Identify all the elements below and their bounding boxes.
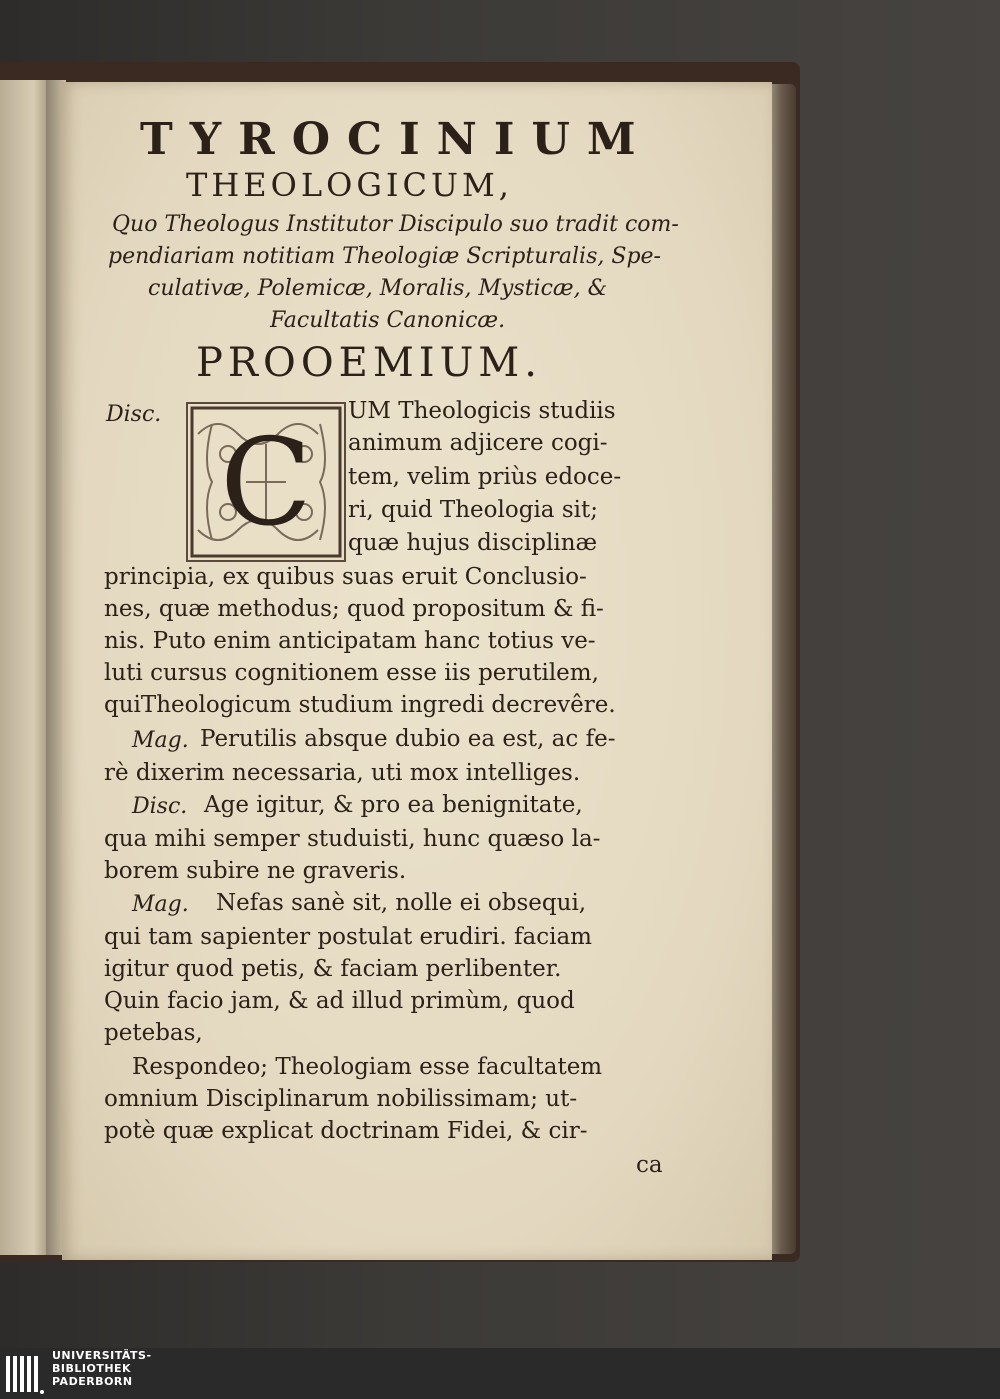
dropcap-line-5: quæ hujus disciplinæ — [348, 530, 598, 556]
subtitle-line-3: culativæ, Polemicæ, Moralis, Mysticæ, & — [148, 276, 608, 301]
dropcap-line-4: ri, quid Theologia sit; — [348, 497, 598, 523]
logo-line-1: UNIVERSITÄTS- — [52, 1349, 152, 1362]
subtitle-line-1: Quo Theologus Institutor Discipulo suo tradit com- — [112, 212, 679, 237]
speaker-mag-1: Mag. — [132, 728, 189, 753]
decorated-initial — [186, 402, 346, 562]
body-line-2: nes, quæ methodus; quod propositum & fi- — [104, 596, 604, 622]
speaker-disc-label: Disc. — [106, 402, 162, 427]
subtitle-line-2: pendiariam notitiam Theologiæ Scripturalis, Spe- — [108, 244, 661, 269]
body-line-3: nis. Puto enim anticipatam hanc totius ve- — [104, 628, 596, 654]
library-logo-text — [52, 1349, 152, 1388]
exchange-2-line-1: Age igitur, & pro ea benignitate, — [204, 792, 583, 818]
exchange-3-line-1: Nefas sanè sit, nolle ei obsequi, — [216, 890, 587, 916]
exchange-3-line-3: igitur quod petis, & faciam perlibenter. — [104, 956, 562, 982]
dropcap-line-1: UM Theologicis studiis — [348, 398, 616, 424]
initial-letter: C — [220, 414, 312, 553]
speaker-disc-2: Disc. — [132, 794, 188, 819]
final-line-2: omnium Disciplinarum nobilissimam; ut- — [104, 1086, 578, 1112]
title-line-1: TYROCINIUM — [140, 114, 653, 165]
body-line-4: luti cursus cognitionem esse iis perutilem, — [104, 660, 599, 686]
exchange-1-line-2: rè dixerim necessaria, uti mox intelliges. — [104, 760, 581, 786]
exchange-3-line-2: qui tam sapienter postulat erudiri. faciam — [104, 924, 592, 950]
final-line-3: potè quæ explicat doctrinam Fidei, & cir- — [104, 1118, 588, 1144]
exchange-2-line-3: borem subire ne graveris. — [104, 858, 407, 884]
exchange-2-line-2: qua mihi semper studuisti, hunc quæso la- — [104, 826, 601, 852]
dropcap-line-2: animum adjicere cogi- — [348, 430, 608, 456]
body-line-1: principia, ex quibus suas eruit Conclusio- — [104, 564, 587, 590]
title-line-2: THEOLOGICUM, — [186, 166, 513, 204]
catchword: ca — [636, 1152, 663, 1178]
body-line-5: quiTheologicum studium ingredi decrevêre. — [104, 692, 616, 718]
subtitle-line-4: Facultatis Canonicæ. — [270, 308, 506, 333]
left-page-edge — [0, 80, 48, 1255]
logo-line-3: PADERBORN — [52, 1375, 133, 1388]
section-heading: PROOEMIUM. — [196, 340, 542, 386]
exchange-3-line-4: Quin facio jam, & ad illud primùm, quod — [104, 988, 575, 1014]
library-logo-icon — [4, 1352, 44, 1396]
exchange-3-line-5: petebas, — [104, 1020, 203, 1046]
right-page-edge — [770, 84, 796, 1254]
speaker-mag-2: Mag. — [132, 892, 189, 917]
logo-line-2: BIBLIOTHEK — [52, 1362, 132, 1375]
dropcap-line-3: tem, velim priùs edoce- — [348, 464, 622, 490]
exchange-1-line-1: Perutilis absque dubio ea est, ac fe- — [200, 726, 616, 752]
final-line-1: Respondeo; Theologiam esse facultatem — [132, 1054, 603, 1080]
